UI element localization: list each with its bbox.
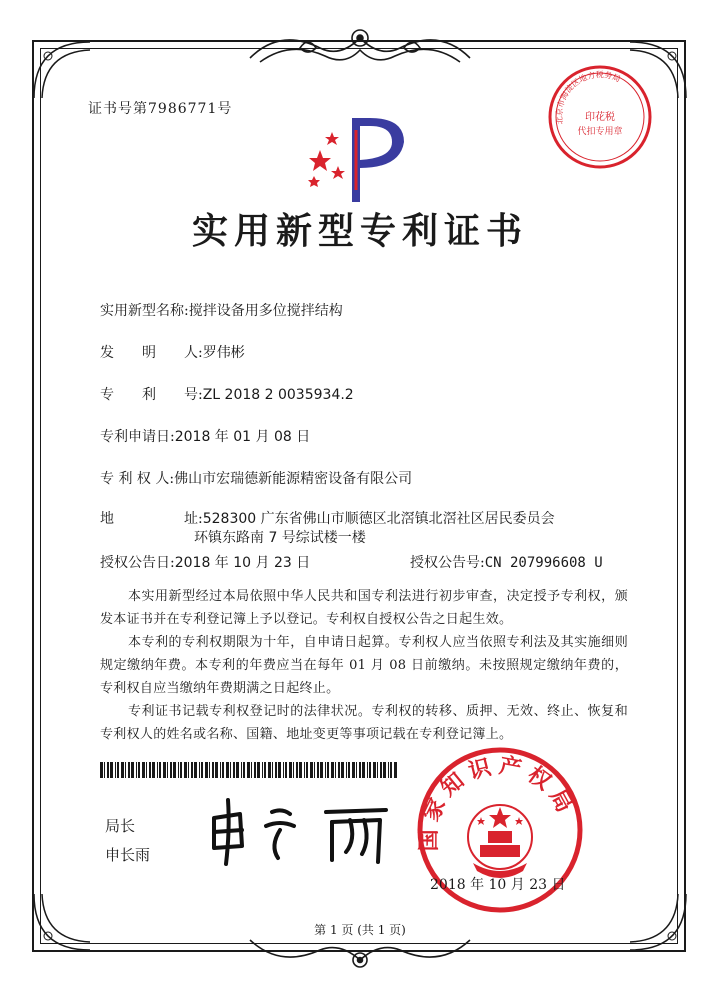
barcode-bar (348, 762, 350, 778)
barcode-bar (341, 762, 344, 778)
barcode-bar (310, 762, 313, 778)
barcode-bar (251, 762, 252, 778)
barcode (100, 762, 400, 778)
barcode-bar (264, 762, 266, 778)
certificate-number: 证书号第7986771号 (88, 101, 233, 117)
barcode-bar (306, 762, 308, 778)
tax-stamp-seal (545, 62, 655, 172)
barcode-bar (275, 762, 277, 778)
barcode-bar (173, 762, 176, 778)
barcode-bar (180, 762, 182, 778)
barcode-bar (283, 762, 284, 778)
seal-ring-text: 国家知识产权局 (416, 753, 580, 852)
barcode-bar (373, 762, 376, 778)
barcode-bar (184, 762, 187, 778)
field-value: 2018 年 01 月 08 日 (174, 429, 311, 445)
barcode-bar (188, 762, 189, 778)
barcode-bar (104, 762, 105, 778)
barcode-bar (317, 762, 319, 778)
barcode-bar (367, 762, 368, 778)
barcode-bar (236, 762, 239, 778)
barcode-bar (278, 762, 281, 778)
field-label: 地 址: (100, 511, 203, 527)
field-value: 搅拌设备用多位搅拌结构 (188, 303, 343, 319)
barcode-bar (352, 762, 355, 778)
field-address (100, 508, 555, 528)
barcode-bar (220, 762, 221, 778)
barcode-bar (170, 762, 172, 778)
barcode-bar (149, 762, 151, 778)
field-patentee (100, 468, 412, 488)
barcode-bar (136, 762, 137, 778)
corner-ornament (620, 884, 690, 954)
barcode-bar (233, 762, 235, 778)
director-signature (200, 790, 400, 870)
barcode-bar (320, 762, 323, 778)
barcode-bar (272, 762, 273, 778)
page-number: 第 1 页 (共 1 页) (314, 923, 406, 937)
barcode-bar (293, 762, 294, 778)
field-grant-number (410, 552, 603, 572)
field-inventor (100, 342, 245, 362)
barcode-bar (296, 762, 298, 778)
barcode-bar (254, 762, 256, 778)
barcode-bar (115, 762, 116, 778)
barcode-bar (215, 762, 218, 778)
barcode-bar (388, 762, 389, 778)
barcode-bar (230, 762, 231, 778)
tax-seal-inner-text: 印花税 (585, 112, 615, 123)
barcode-bar (100, 762, 103, 778)
barcode-bar (362, 762, 365, 778)
barcode-bar (314, 762, 315, 778)
barcode-bar (117, 762, 119, 778)
barcode-bar (209, 762, 210, 778)
barcode-bar (131, 762, 134, 778)
field-label: 授权公告号: (410, 555, 485, 571)
barcode-bar (289, 762, 292, 778)
tax-seal-inner-text2: 代扣专用章 (577, 127, 623, 137)
barcode-bar (157, 762, 158, 778)
field-filing-date (100, 426, 310, 446)
barcode-bar (138, 762, 140, 778)
barcode-bar (331, 762, 334, 778)
field-value: 2018 年 10 月 23 日 (174, 555, 311, 571)
barcode-bar (257, 762, 260, 778)
barcode-bar (325, 762, 326, 778)
barcode-bar (268, 762, 271, 778)
national-emblem-icon (468, 805, 532, 878)
field-label: 专 利 号: (100, 387, 203, 403)
barcode-bar (121, 762, 124, 778)
barcode-bar (383, 762, 386, 778)
barcode-bar (247, 762, 250, 778)
barcode-bar (128, 762, 130, 778)
corner-ornament (30, 884, 100, 954)
barcode-bar (299, 762, 302, 778)
barcode-bar (159, 762, 161, 778)
barcode-bar (226, 762, 229, 778)
barcode-bar (142, 762, 145, 778)
field-patent-number (100, 384, 354, 404)
barcode-bar (107, 762, 109, 778)
barcode-bar (241, 762, 242, 778)
barcode-bar (191, 762, 193, 778)
barcode-bar (285, 762, 287, 778)
barcode-bar (356, 762, 357, 778)
barcode-bar (146, 762, 147, 778)
barcode-bar (243, 762, 245, 778)
barcode-bar (178, 762, 179, 778)
field-label: 实用新型名称: (100, 303, 189, 319)
field-value: 佛山市宏瑞德新能源精密设备有限公司 (174, 471, 413, 487)
field-label: 专 利 权 人: (100, 471, 175, 487)
field-value: ZL 2018 2 0035934.2 (202, 387, 354, 403)
barcode-bar (304, 762, 305, 778)
tax-seal-ring-text: 北京市海淀区地方税务局 (554, 70, 622, 125)
barcode-bar (194, 762, 197, 778)
barcode-bar (125, 762, 126, 778)
barcode-bar (338, 762, 340, 778)
barcode-bar (394, 762, 397, 778)
field-utility-name (100, 300, 343, 320)
field-label: 发 明 人: (100, 345, 203, 361)
director-title: 局长 (105, 817, 136, 835)
body-paragraph: 专利证书记载专利权登记时的法律状况。专利权的转移、质押、无效、终止、恢复和专利权人的姓名或名称、国籍、地址变更等事项记载在专利登记簿上。 (100, 704, 628, 742)
page-title: 实用新型专利证书 (191, 211, 528, 252)
seal-date: 2018 年 10 月 23 日 (430, 877, 566, 893)
barcode-bar (199, 762, 200, 778)
barcode-bar (262, 762, 263, 778)
body-paragraph: 本实用新型经过本局依照中华人民共和国专利法进行初步审查，决定授予专利权，颁发本证书并在专利登记簿上予以登记。专利权自授权公告之日起生效。 (100, 589, 628, 627)
field-grant-date (100, 552, 310, 572)
barcode-bar (359, 762, 361, 778)
barcode-bar (380, 762, 382, 778)
field-label: 授权公告日: (100, 555, 175, 571)
field-label: 专利申请日: (100, 429, 175, 445)
barcode-bar (222, 762, 224, 778)
top-ornament (240, 18, 480, 78)
barcode-bar (390, 762, 392, 778)
barcode-bar (377, 762, 378, 778)
field-value: CN 207996608 U (484, 555, 603, 571)
barcode-bar (167, 762, 168, 778)
director-name: 申长雨 (105, 846, 151, 864)
barcode-bar (369, 762, 371, 778)
barcode-bar (212, 762, 214, 778)
barcode-bar (201, 762, 203, 778)
barcode-bar (163, 762, 166, 778)
barcode-bar (327, 762, 329, 778)
barcode-bar (110, 762, 113, 778)
body-paragraph: 本专利的专利权期限为十年，自申请日起算。专利权人应当依照专利法及其实施细则规定缴纳年费。本专利的年费应当在每年 01 月 08 日前缴纳。未按照规定缴纳年费的，专利权自应当缴纳年费期满之日起终止。 (100, 635, 628, 696)
address-line-2: 环镇东路南 7 号综试楼一楼 (194, 530, 366, 546)
field-value: 罗伟彬 (202, 345, 245, 361)
barcode-bar (205, 762, 208, 778)
patent-office-logo (300, 110, 420, 210)
barcode-bar (335, 762, 336, 778)
barcode-bar (346, 762, 347, 778)
barcode-bar (152, 762, 155, 778)
field-value: 528300 广东省佛山市顺德区北滘镇北滘社区居民委员会 (202, 511, 555, 527)
